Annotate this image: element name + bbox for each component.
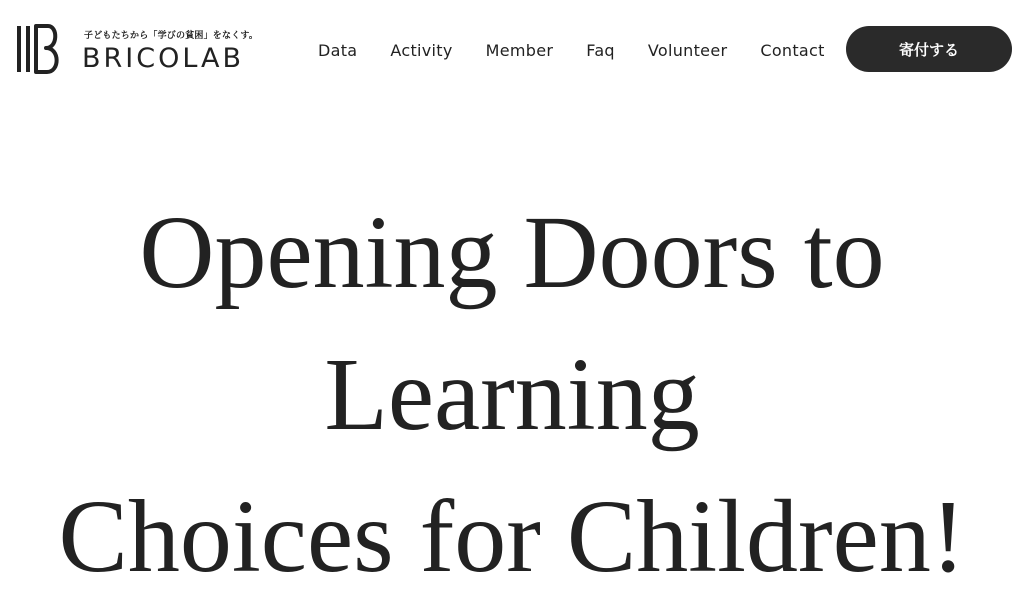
nav-item-volunteer[interactable]: Volunteer	[647, 40, 728, 60]
main-nav	[318, 38, 825, 62]
site-logo[interactable]	[16, 24, 288, 76]
site-header	[0, 0, 1024, 100]
nav-item-contact[interactable]: Contact	[760, 40, 825, 60]
hero-line: Learning	[324, 337, 700, 452]
nav-item-activity[interactable]: Activity	[390, 40, 453, 60]
hero-headline	[0, 182, 1024, 600]
hero-line: Opening Doors to	[139, 195, 885, 310]
logo-wordmark: BRICOLAB	[82, 43, 245, 74]
logo-tagline: 子どもたちから「学びの貧困」をなくす。	[84, 31, 259, 41]
hero-line: Choices for Children!	[58, 479, 966, 594]
nav-item-member[interactable]: Member	[485, 40, 554, 60]
nav-item-data[interactable]: Data	[318, 40, 358, 60]
nav-item-faq[interactable]: Faq	[586, 40, 615, 60]
donate-button[interactable]: 寄付する	[846, 26, 1012, 72]
ib-monogram-icon	[16, 24, 64, 76]
